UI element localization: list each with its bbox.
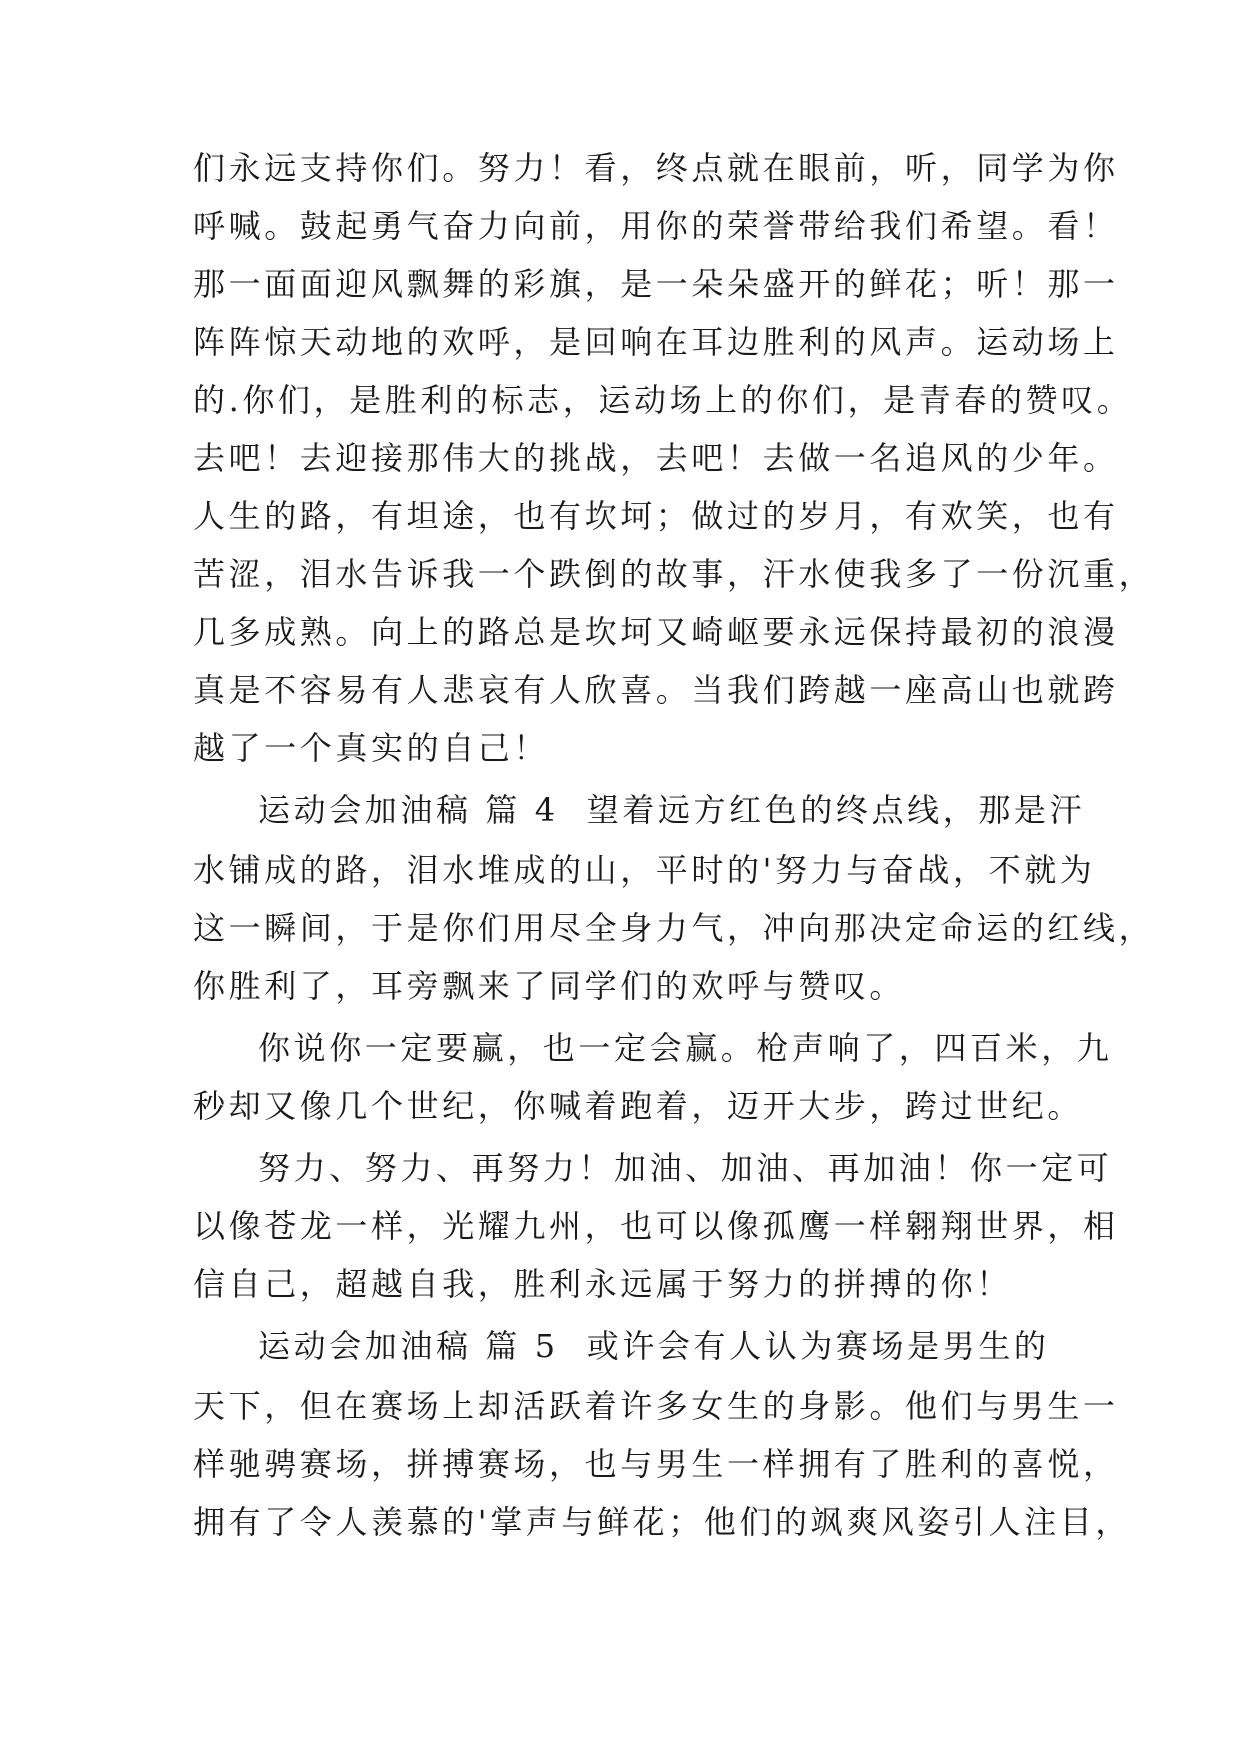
- text-line: 人生的路，有坦途，也有坎坷；做过的岁月，有欢笑，也有: [193, 497, 1119, 535]
- text-line: 去吧！去迎接那伟大的挑战，去吧！去做一名追风的少年。: [193, 439, 1119, 477]
- text-line: 信自己，超越自我，胜利永远属于努力的拼搏的你！: [193, 1265, 1012, 1303]
- text-line: 样驰骋赛场，拼搏赛场，也与男生一样拥有了胜利的喜悦，: [193, 1445, 1119, 1483]
- section-title: 运动会加油稿 篇 5: [258, 1327, 559, 1365]
- section-title: 运动会加油稿 篇 4: [258, 791, 559, 829]
- text-line: 那一面面迎风飘舞的彩旗，是一朵朵盛开的鲜花；听！那一: [193, 265, 1119, 303]
- text-line: 以像苍龙一样，光耀九州，也可以像孤鹰一样翱翔世界，相: [193, 1207, 1119, 1245]
- text-line: 拥有了令人羡慕的'掌声与鲜花；他们的飒爽风姿引人注目，: [193, 1503, 1131, 1541]
- text-line: 呼喊。鼓起勇气奋力向前，用你的荣誉带给我们希望。看！: [193, 207, 1119, 245]
- text-line: 努力、努力、再努力！加油、加油、再加油！你一定可: [258, 1149, 1113, 1187]
- text-line: 你说你一定要赢，也一定会赢。枪声响了，四百米，九: [258, 1029, 1113, 1067]
- text-line: 水铺成的路，泪水堆成的山，平时的'努力与奋战，不就为: [193, 851, 1096, 889]
- text-line: 阵阵惊天动地的欢呼，是回响在耳边胜利的风声。运动场上: [193, 323, 1119, 361]
- text-line: 天下，但在赛场上却活跃着许多女生的身影。他们与男生一: [193, 1387, 1119, 1425]
- text-line: 秒却又像几个世纪，你喊着跑着，迈开大步，跨过世纪。: [193, 1087, 1084, 1125]
- section-heading-piece-4: [258, 790, 1086, 830]
- text-line: 越了一个真实的自己！: [193, 729, 550, 767]
- text-line: 们永远支持你们。努力！看，终点就在眼前，听，同学为你: [193, 149, 1119, 187]
- text-line: 真是不容易有人悲哀有人欣喜。当我们跨越一座高山也就跨: [193, 671, 1119, 709]
- text-line: 你胜利了，耳旁飘来了同学们的欢呼与赞叹。: [193, 967, 906, 1005]
- section-heading-piece-5: [258, 1326, 1073, 1366]
- text-line: 苦涩，泪水告诉我一个跌倒的故事，汗水使我多了一份沉重，: [193, 555, 1155, 593]
- text-line: 这一瞬间，于是你们用尽全身力气，冲向那决定命运的红线，: [193, 909, 1155, 947]
- section-text: 望着远方红色的终点线，那是汗: [586, 791, 1086, 829]
- section-text: 或许会有人认为赛场是男生的: [586, 1327, 1050, 1365]
- text-line: 的.你们，是胜利的标志，运动场上的你们，是青春的赞叹。: [193, 381, 1133, 419]
- text-line: 几多成熟。向上的路总是坎坷又崎岖要永远保持最初的浪漫: [193, 613, 1119, 651]
